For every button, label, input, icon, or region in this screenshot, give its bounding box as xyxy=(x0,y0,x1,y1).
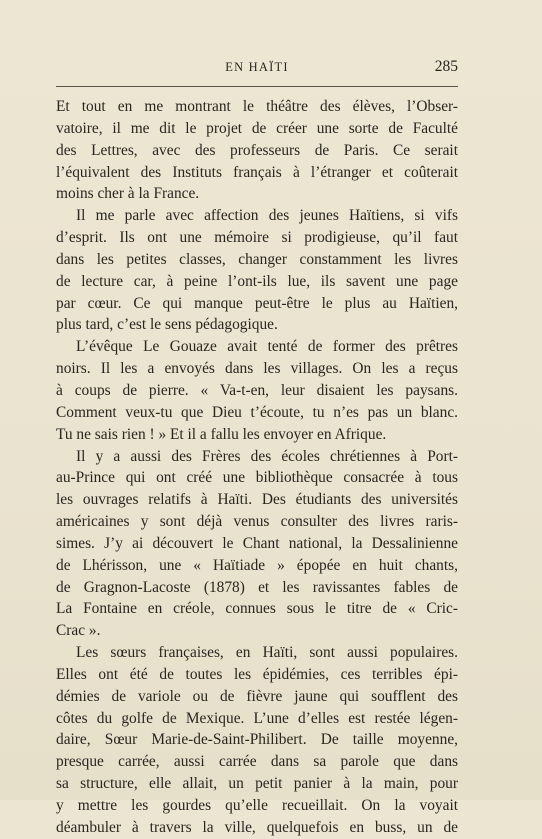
text-line: Crac ». xyxy=(56,622,101,640)
text-line: y mettre les gourdes qu’elle recueillait. On la voyait xyxy=(56,797,458,814)
text-line: au-Prince qui ont créé une bibliothèque consacrée à tous xyxy=(56,469,458,487)
text-line: de Gragnon-Lacoste (1878) et les ravissantes fables de xyxy=(56,578,458,596)
page-header xyxy=(56,58,458,82)
text-line: de Lhérisson, une « Haïtiade » épopée en huit chants, xyxy=(56,556,458,574)
text-line: démies de variole ou de fièvre jaune qui soufflent des xyxy=(56,687,458,705)
text-line: de lecture car, à peine l’ont-ils lue, ils savent une page xyxy=(56,272,458,290)
text-line: sa structure, elle allait, un petit panier à la main, pour xyxy=(56,775,458,793)
text-line: Comment veux-tu que Dieu t’écoute, tu n’es pas un blanc. xyxy=(56,403,458,421)
text-line: dans les petites classes, changer constamment les livres xyxy=(56,250,458,268)
text-line: côtes du golfe de Mexique. L’une d’elles est restée légen- xyxy=(56,709,458,727)
text-line: presque carrée, aussi carrée dans sa parole que dans xyxy=(56,753,458,771)
text-line: daire, Sœur Marie-de-Saint-Philibert. De taille moyenne, xyxy=(56,731,458,749)
text-line: à coups de pierre. « Va-t-en, leur disaient les paysans. xyxy=(56,381,458,399)
text-line: les ouvrages relatifs à Haïti. Des étudiants des universités xyxy=(56,491,458,509)
text-line: simes. J’y ai découvert le Chant national, la Dessalinienne xyxy=(56,534,458,552)
text-line: d’esprit. Ils ont une mémoire si prodigieuse, qu’il faut xyxy=(56,229,458,247)
text-line: moins cher à la France. xyxy=(56,185,200,203)
page-number: 285 xyxy=(434,58,458,75)
text-line: l’équivalent des Instituts français à l’étranger et coûterait xyxy=(56,163,458,181)
text-line: américaines y sont déjà venus consulter des livres raris- xyxy=(56,513,458,531)
text-line: Il y a aussi des Frères des écoles chrétiennes à Port- xyxy=(76,447,458,465)
text-line: Et tout en me montrant le théâtre des élèves, l’Obser- xyxy=(56,98,458,115)
text-line: L’évêque Le Gouaze avait tenté de former des prêtres xyxy=(76,338,458,356)
text-line: vatoire, il me dit le projet de créer une sorte de Faculté xyxy=(56,119,458,137)
body-text xyxy=(56,96,458,839)
text-line: plus tard, c’est le sens pédagogique. xyxy=(56,316,278,334)
text-line: Elles ont été de toutes les épidémies, ces terribles épi- xyxy=(56,665,458,683)
text-line: Tu ne sais rien ! » Et il a fallu les envoyer en Afrique. xyxy=(56,425,387,443)
text-line: noirs. Il les a envoyés dans les villages. On les a reçus xyxy=(56,360,458,378)
text-line: par cœur. Ce qui manque peut-être le plus au Haïtien, xyxy=(56,294,458,312)
text-line: La Fontaine en créole, connues sous le titre de « Cric- xyxy=(56,600,458,618)
text-line: des Lettres, avec des professeurs de Paris. Ce serait xyxy=(56,141,458,159)
text-line: déambuler à travers la ville, quelquefois en buss, un de xyxy=(56,818,458,836)
running-title: EN HAÏTI xyxy=(225,60,289,74)
text-line: Les sœurs françaises, en Haïti, sont aussi populaires. xyxy=(76,644,458,662)
header-rule xyxy=(56,86,458,87)
text-line: Il me parle avec affection des jeunes Haïtiens, si vifs xyxy=(76,207,458,225)
